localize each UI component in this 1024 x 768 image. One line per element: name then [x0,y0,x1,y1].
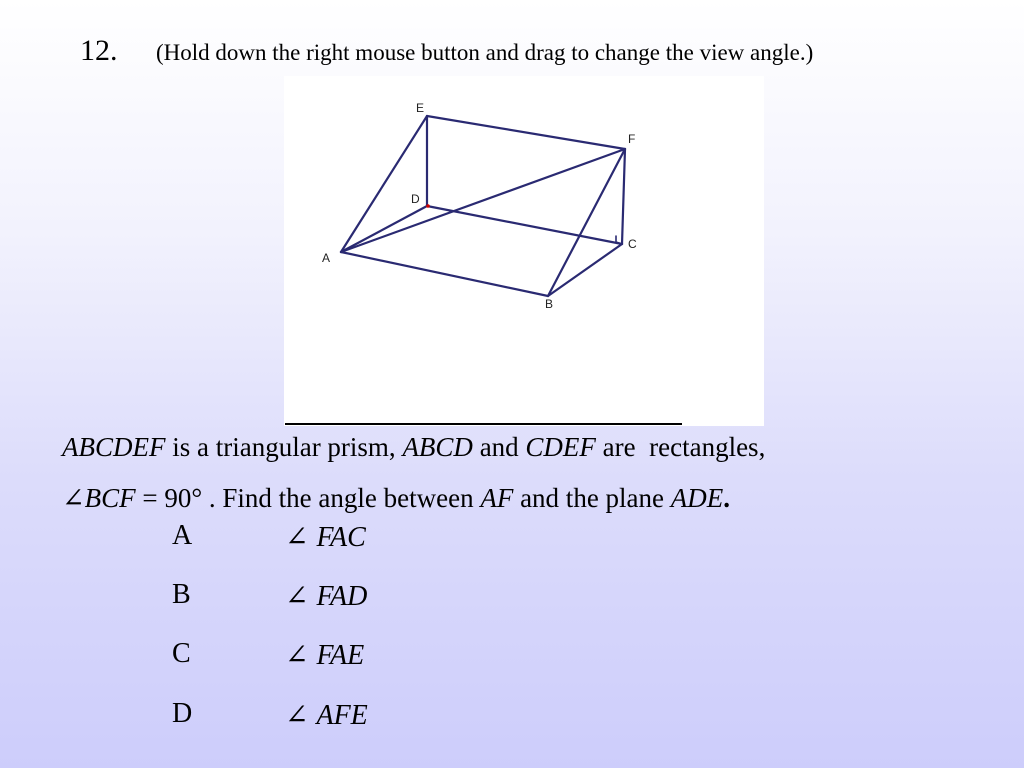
edge-ae [341,116,427,252]
edge-ef [427,116,625,149]
problem-statement-line2 [62,483,730,514]
statement-fragment: . [723,483,731,513]
vertex-label-b: B [545,297,554,311]
prism-figure-panel[interactable] [284,76,764,426]
angle-symbol: ∠ [285,700,309,731]
edge-bf [548,149,625,296]
option-c-angle[interactable] [285,638,364,672]
question-number: 12. [80,34,118,67]
vertex-label-f: F [628,132,636,146]
option-d-angle[interactable] [285,698,368,732]
vertex-label-a: A [322,251,331,265]
statement-fragment: are rectangles, [595,432,766,462]
highlight-point [426,204,430,208]
option-d-letter[interactable]: D [172,698,193,729]
question-instruction: (Hold down the right mouse button and drag to change the view angle.) [156,40,814,65]
edge-bc [548,244,622,296]
statement-fragment: ABCD [402,432,473,462]
vertex-label-e: E [416,101,425,115]
option-angle-name: FAE [316,640,365,671]
option-b-angle[interactable] [285,579,367,613]
option-a-letter[interactable]: A [172,520,193,551]
statement-fragment: CDEF [525,432,596,462]
angle-symbol: ∠ [285,522,309,553]
option-angle-name: FAD [316,581,368,612]
option-a-angle[interactable] [285,520,366,554]
statement-fragment: BCF [84,483,136,513]
vertex-label-c: C [628,237,637,251]
option-angle-name: AFE [316,700,368,731]
figure-underline [285,423,682,425]
statement-fragment: ADE [670,483,724,513]
prism-diagram[interactable] [284,76,764,426]
angle-symbol: ∠ [285,640,309,671]
statement-fragment: and the plane [513,483,671,513]
statement-fragment: and [472,432,526,462]
angle-symbol: ∠ [285,581,309,612]
statement-fragment: = 90° . Find the angle between [135,483,481,513]
problem-statement-line1 [62,432,765,463]
angle-symbol: ∠ [62,483,85,513]
vertex-label-d: D [411,192,420,206]
statement-fragment: is a triangular prism, [165,432,403,462]
option-b-letter[interactable]: B [172,579,191,610]
option-c-letter[interactable]: C [172,638,191,669]
option-angle-name: FAC [316,522,366,553]
edge-fc [622,149,625,244]
statement-fragment: ABCDEF [62,432,166,462]
statement-fragment: AF [480,483,514,513]
edge-ad [341,206,427,252]
edge-ab [341,252,548,296]
